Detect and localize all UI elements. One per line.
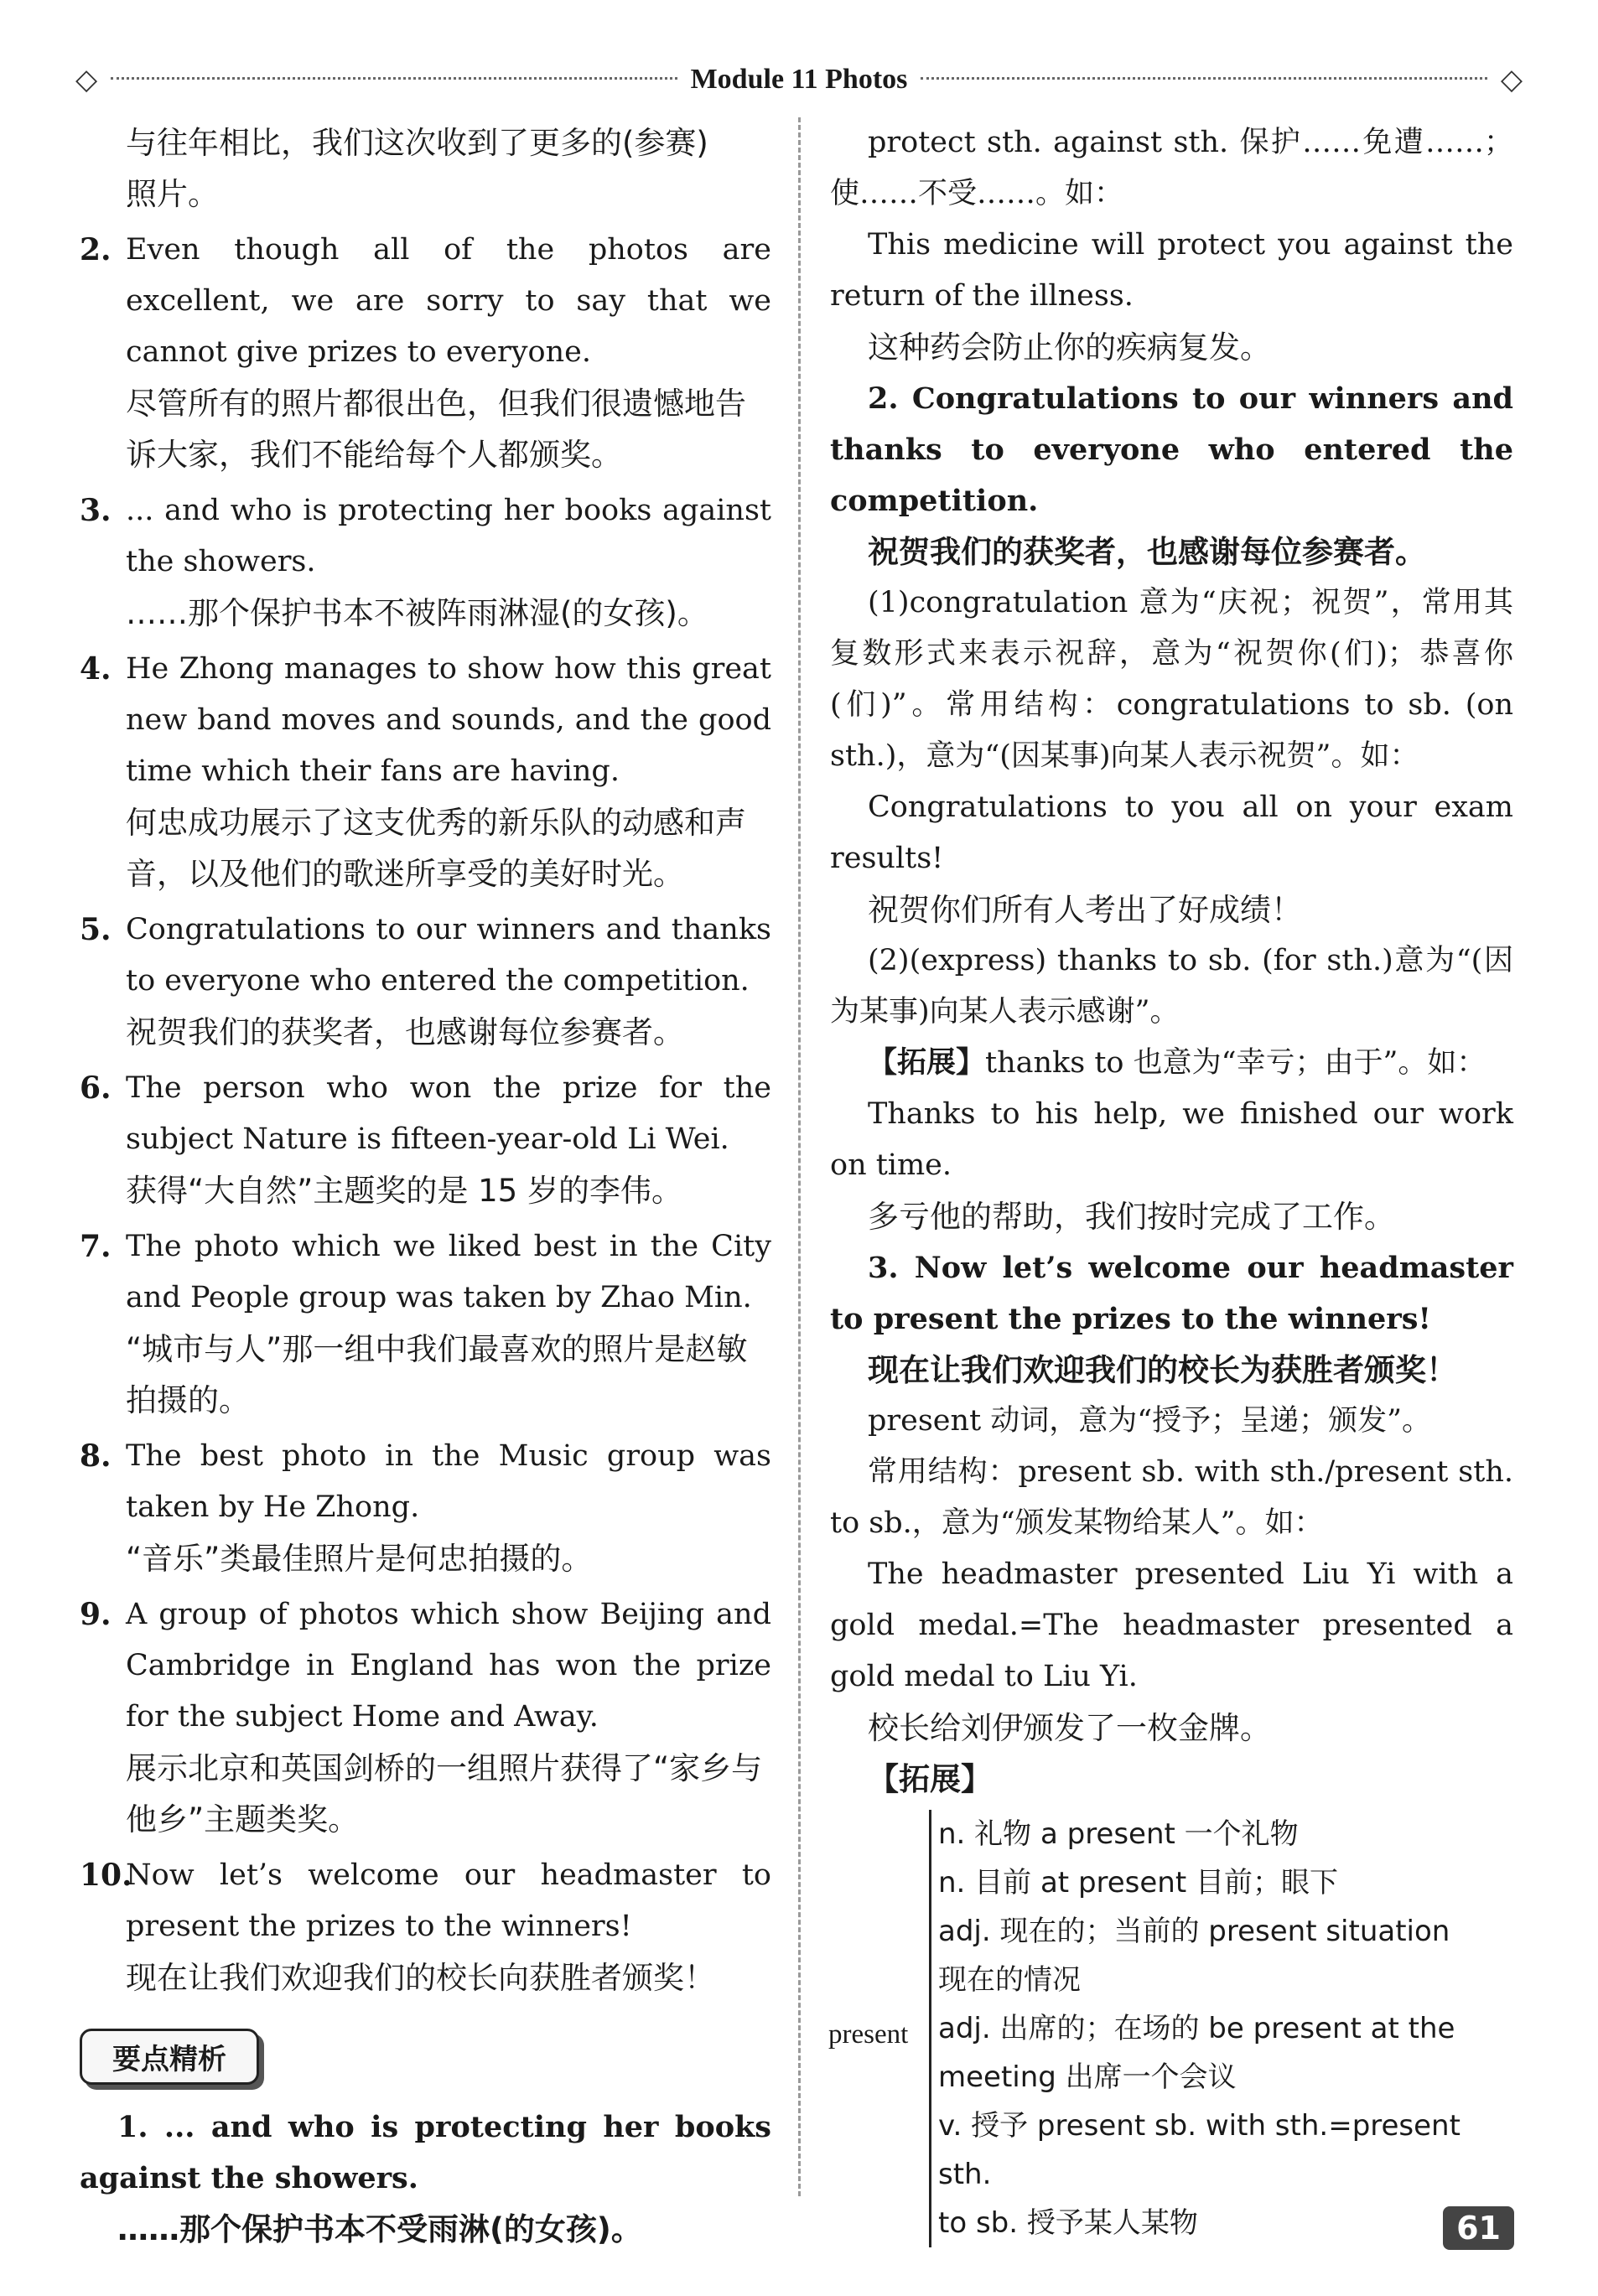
item-number: 2. (80, 232, 112, 267)
diamond-icon: ◇ (1500, 63, 1523, 96)
present-usage-line: adj. 出席的；在场的 be present at the (938, 2012, 1455, 2045)
example-chinese: 校长给刘伊颁发了一枚金牌。 (868, 1710, 1271, 1746)
item-chinese: 获得“大自然”主题奖的是 15 岁的李伟。 (126, 1173, 682, 1209)
explanation-text: (2)(express) thanks to sb. (for sth.)意为“(因为某事)向某人表示感谢”。 (830, 944, 1513, 1029)
sentence-item (80, 1063, 771, 1216)
page-number: 61 (1443, 2206, 1514, 2250)
item-english: ... and who is protecting her books against the showers. (126, 494, 771, 578)
intro-continuation (80, 117, 771, 220)
expand-note (830, 1038, 1513, 1089)
present-usage-line: v. 授予 present sb. with sth.=present sth. (938, 2109, 1461, 2191)
present-label: present (828, 2019, 909, 2050)
item-number: 9. (80, 1597, 112, 1632)
item-number: 5. (80, 912, 112, 947)
item-english: A group of photos which show Beijing and Cambridge in England has won the prize for the subject Home and Away. (126, 1598, 771, 1734)
header-divider (921, 77, 1486, 88)
item-number: 3. (80, 493, 112, 528)
sentence-item (80, 225, 771, 480)
explanation-text: (1)congratulation 意为“庆祝；祝贺”，常用其复数形式来表示祝辞，意为“祝贺你(们)；恭喜你(们)”。常用结构：congratulations to sb. (on sth.)，意为“(因某事)向某人表示祝贺”。如： (830, 586, 1513, 773)
sentence-item (80, 485, 771, 639)
present-usage-line: meeting 出席一个会议 (938, 2060, 1237, 2094)
expand-text: thanks to 也意为“幸亏；由于”。如： (985, 1046, 1486, 1080)
item-english: Now let’s welcome our headmaster to present the prizes to the winners! (126, 1858, 771, 1943)
item-chinese: “城市与人”那一组中我们最喜欢的照片是赵敏拍摄的。 (126, 1331, 748, 1418)
example-english: The headmaster presented Liu Yi with a gold medal.=The headmaster presented a gold medal to Liu Yi. (830, 1557, 1513, 1693)
item-english: The best photo in the Music group was taken by He Zhong. (126, 1439, 771, 1524)
sentence-item (80, 1221, 771, 1426)
sentence-item (80, 1431, 771, 1584)
item-chinese: ……那个保护书本不被阵雨淋湿(的女孩)。 (126, 595, 708, 631)
item-number: 8. (80, 1438, 112, 1474)
point-translation: ……那个保护书本不受雨淋(的女孩)。 (117, 2211, 642, 2247)
column-divider (798, 117, 801, 2196)
item-number: 10. (80, 1858, 132, 1893)
present-usage-list (929, 1810, 1513, 2247)
explanation-text: present 动词，意为“授予；呈递；颁发”。 (868, 1404, 1432, 1438)
left-column (80, 117, 771, 2255)
point-translation: 现在让我们欢迎我们的校长为获胜者颁奖！ (868, 1352, 1457, 1388)
example-english: This medicine will protect you against the return of the illness. (830, 228, 1513, 313)
item-number: 7. (80, 1229, 112, 1264)
intro-line: 与往年相比，我们这次收到了更多的(参赛) (126, 125, 708, 161)
example-english: Thanks to his help, we finished our work on time. (830, 1097, 1513, 1182)
present-usage-line: adj. 现在的；当前的 present situation (938, 1915, 1450, 1948)
item-number: 6. (80, 1070, 112, 1106)
point-heading: 1. ... and who is protecting her books against the showers. (80, 2110, 771, 2195)
item-english: The person who won the prize for the subject Nature is fifteen-year-old Li Wei. (126, 1071, 771, 1156)
expand-label: 【拓展】 (868, 1761, 992, 1797)
present-usage-line: 现在的情况 (938, 1963, 1081, 1997)
right-column (830, 117, 1513, 2247)
section-badge: 要点精析 (80, 2029, 259, 2085)
explanation-text: 常用结构：present sb. with sth./present sth. to sb.，意为“颁发某物给某人”。如： (830, 1455, 1513, 1540)
explanation-text: protect sth. against sth. 保护……免遭……；使……不受……。如： (830, 126, 1513, 210)
present-usage-line: n. 礼物 a present 一个礼物 (938, 1817, 1299, 1851)
point-translation: 祝贺我们的获奖者，也感谢每位参赛者。 (868, 534, 1426, 570)
module-title: Module 11 Photos (690, 64, 908, 95)
example-chinese: 这种药会防止你的疾病复发。 (868, 329, 1271, 365)
sentence-item (80, 1589, 771, 1845)
item-english: The photo which we liked best in the City and People group was taken by Zhao Min. (126, 1230, 771, 1314)
present-usage-block (830, 1810, 1513, 2247)
item-chinese: 何忠成功展示了这支优秀的新乐队的动感和声音，以及他们的歌迷所享受的美好时光。 (126, 805, 746, 892)
item-chinese: 展示北京和英国剑桥的一组照片获得了“家乡与他乡”主题类奖。 (126, 1750, 763, 1837)
sentence-item (80, 1850, 771, 2003)
sentence-item (80, 904, 771, 1058)
example-english: Congratulations to you all on your exam results! (830, 790, 1513, 875)
intro-line: 照片。 (126, 176, 219, 212)
item-chinese: 祝贺我们的获奖者，也感谢每位参赛者。 (126, 1014, 684, 1050)
present-usage-line: to sb. 授予某人某物 (938, 2206, 1198, 2240)
example-chinese: 多亏他的帮助，我们按时完成了工作。 (868, 1199, 1395, 1235)
item-english: Congratulations to our winners and thanks to everyone who entered the competition. (126, 913, 771, 998)
header-divider (111, 77, 677, 88)
item-chinese: 现在让我们欢迎我们的校长向获胜者颁奖！ (126, 1960, 715, 1996)
item-chinese: “音乐”类最佳照片是何忠拍摄的。 (126, 1541, 593, 1577)
item-english: He Zhong manages to show how this great new band moves and sounds, and the good time which their fans are having. (126, 652, 771, 788)
present-usage-line: n. 目前 at present 目前；眼下 (938, 1866, 1338, 1900)
page-header (75, 50, 1523, 109)
diamond-icon: ◇ (75, 63, 98, 96)
point-heading: 3. Now let’s welcome our headmaster to present the prizes to the winners! (830, 1251, 1513, 1336)
point-heading: 2. Congratulations to our winners and thanks to everyone who entered the competition. (830, 381, 1513, 518)
item-number: 4. (80, 651, 112, 687)
item-chinese: 尽管所有的照片都很出色，但我们很遗憾地告诉大家，我们不能给每个人都颁奖。 (126, 386, 746, 473)
example-chinese: 祝贺你们所有人考出了好成绩！ (868, 892, 1302, 928)
item-english: Even though all of the photos are excellent, we are sorry to say that we cannot give prizes to everyone. (126, 233, 771, 369)
sentence-item (80, 644, 771, 899)
expand-label: 【拓展】 (868, 1046, 986, 1080)
